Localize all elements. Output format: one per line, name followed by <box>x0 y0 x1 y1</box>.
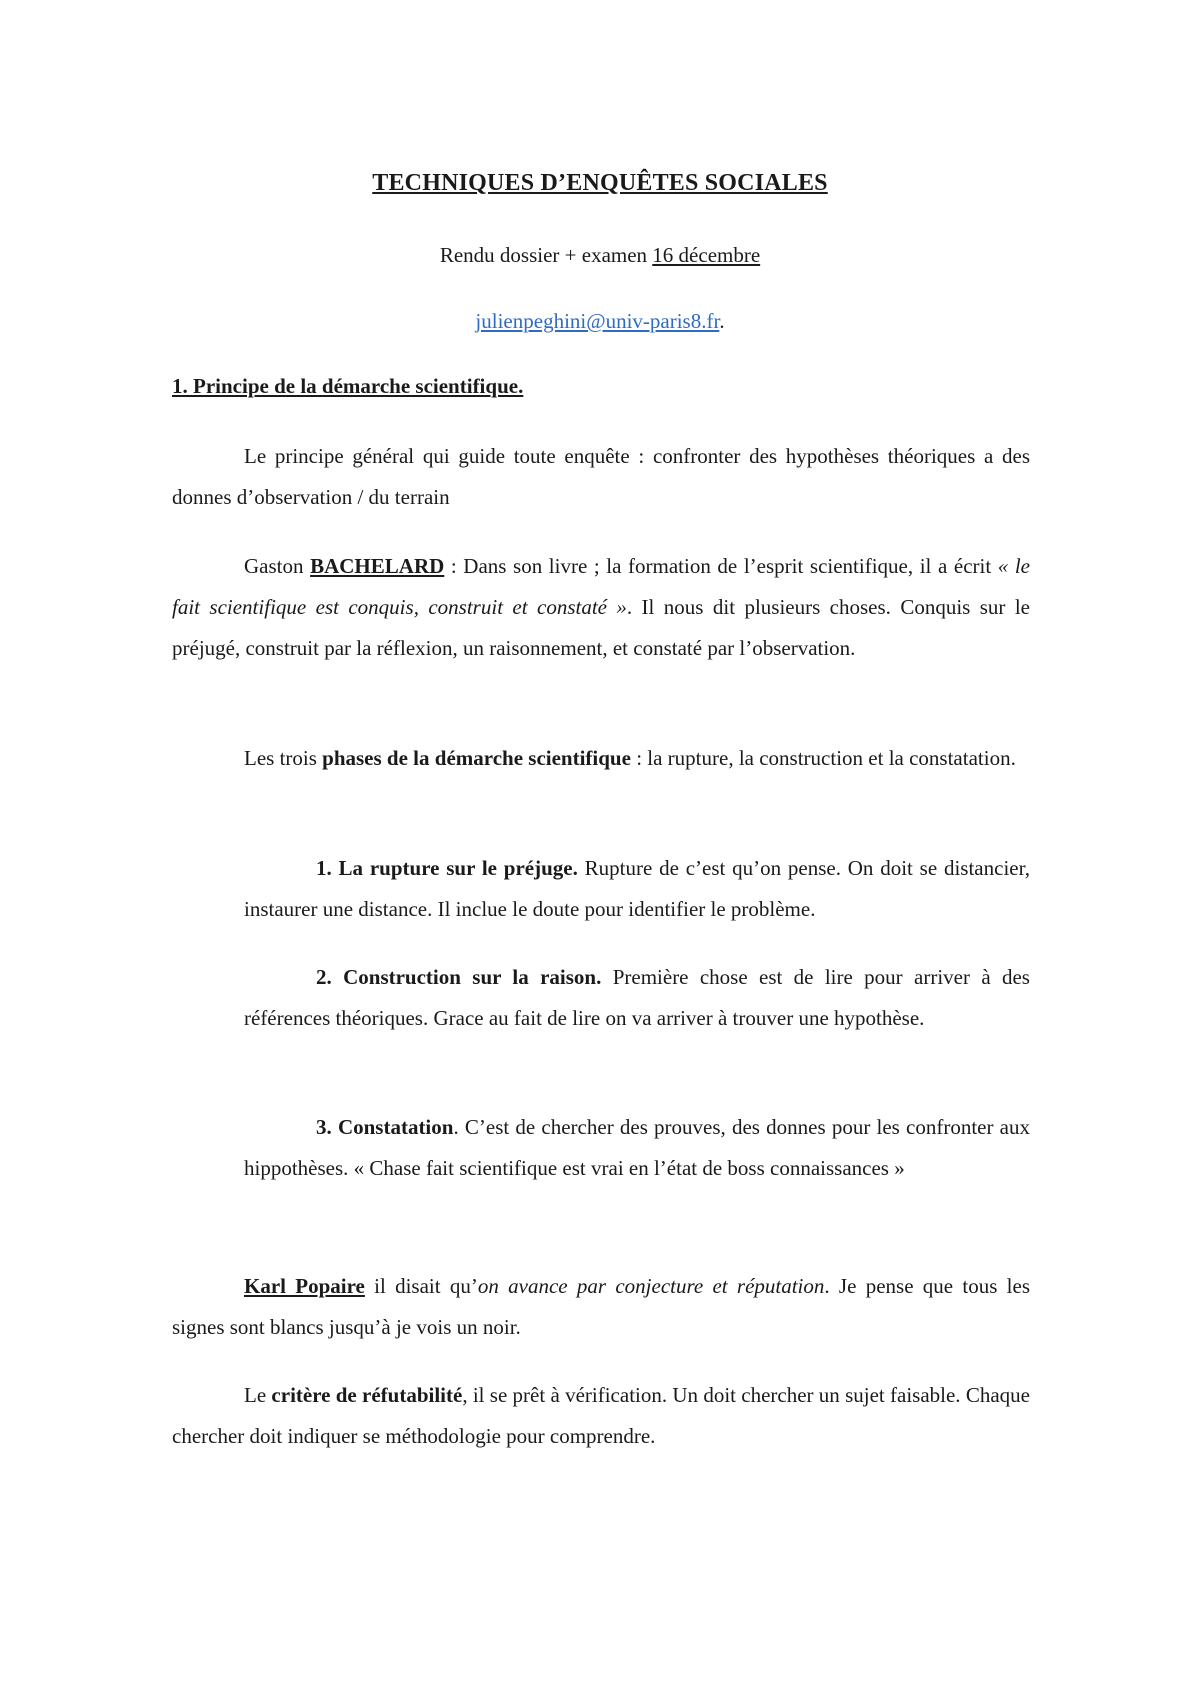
subtitle-date: 16 décembre <box>652 243 761 267</box>
document-title: TECHNIQUES D’ENQUÊTES SOCIALES <box>372 170 828 196</box>
p5-rest: , il se prêt à vérification. Un doit chercher un sujet faisable. Chaque chercher doit indiquer se méthodologie pour comprendre. <box>172 1383 1030 1448</box>
item2-text: Première chose est de lire pour arriver à des références théoriques. Grace au fait de lire on va arriver à trouver une hypothèse. <box>244 965 1030 1030</box>
refutability-term: critère de réfutabilité <box>271 1383 463 1407</box>
subtitle <box>0 243 1200 268</box>
paragraph-principle-text: Le principe général qui guide toute enquête : confronter des hypothèses théoriques a des donnes d’observation / du terrain <box>172 444 1030 509</box>
p3-lead: Les trois <box>244 746 323 770</box>
email-suffix: . <box>719 309 725 333</box>
p4-rest: . Je pense que tous les signes sont blancs jusqu’à je vois un noir. <box>172 1274 1031 1339</box>
p4-mid: il disait qu’ <box>364 1274 478 1298</box>
paragraph-principle <box>172 436 1030 518</box>
popper-name: Karl Popaire <box>244 1274 365 1298</box>
bachelard-quote: « le fait scientifique est conquis, construit et constaté » <box>172 554 1031 619</box>
list-item-construction <box>244 957 1030 1039</box>
item3-heading: 3. Constatation <box>316 1115 454 1139</box>
paragraph-bachelard <box>172 546 1030 669</box>
list-item-constatation <box>244 1107 1030 1189</box>
item1-text: Rupture de c’est qu’on pense. On doit se distancier, instaurer une distance. Il inclue le doute pour identifier le problème. <box>244 856 1030 921</box>
p2-mid: : Dans son livre ; la formation de l’esprit scientifique, il a écrit <box>444 554 998 578</box>
bachelard-name: BACHELARD <box>310 554 445 578</box>
paragraph-phases <box>172 738 1030 779</box>
p2-lead: Gaston <box>244 554 311 578</box>
item2-heading: 2. Construction sur la raison. <box>316 965 602 989</box>
item3-text: . C’est de chercher des prouves, des donnes pour les confronter aux hippothèses. « Chase fait scientifique est vrai en l’état de boss connaissances » <box>244 1115 1030 1180</box>
p5-lead: Le <box>244 1383 272 1407</box>
paragraph-popper <box>172 1266 1030 1348</box>
email-link[interactable]: julienpeghini@univ-paris8.fr <box>475 309 720 333</box>
list-item-rupture <box>244 848 1030 930</box>
p3-rest: : la rupture, la construction et la constatation. <box>630 746 1016 770</box>
popper-quote: on avance par conjecture et réputation <box>477 1274 825 1298</box>
subtitle-prefix: Rendu dossier + examen <box>439 243 653 267</box>
paragraph-refutability <box>172 1375 1030 1457</box>
email-line <box>0 309 1200 334</box>
item1-heading: 1. La rupture sur le préjuge. <box>316 856 578 880</box>
phases-term: phases de la démarche scientifique <box>322 746 631 770</box>
p2-rest: . Il nous dit plusieurs choses. Conquis sur le préjugé, construit par la réflexion, un raisonnement, et constaté par l’observation. <box>172 595 1030 660</box>
section-heading: 1. Principe de la démarche scientifique. <box>172 374 524 398</box>
